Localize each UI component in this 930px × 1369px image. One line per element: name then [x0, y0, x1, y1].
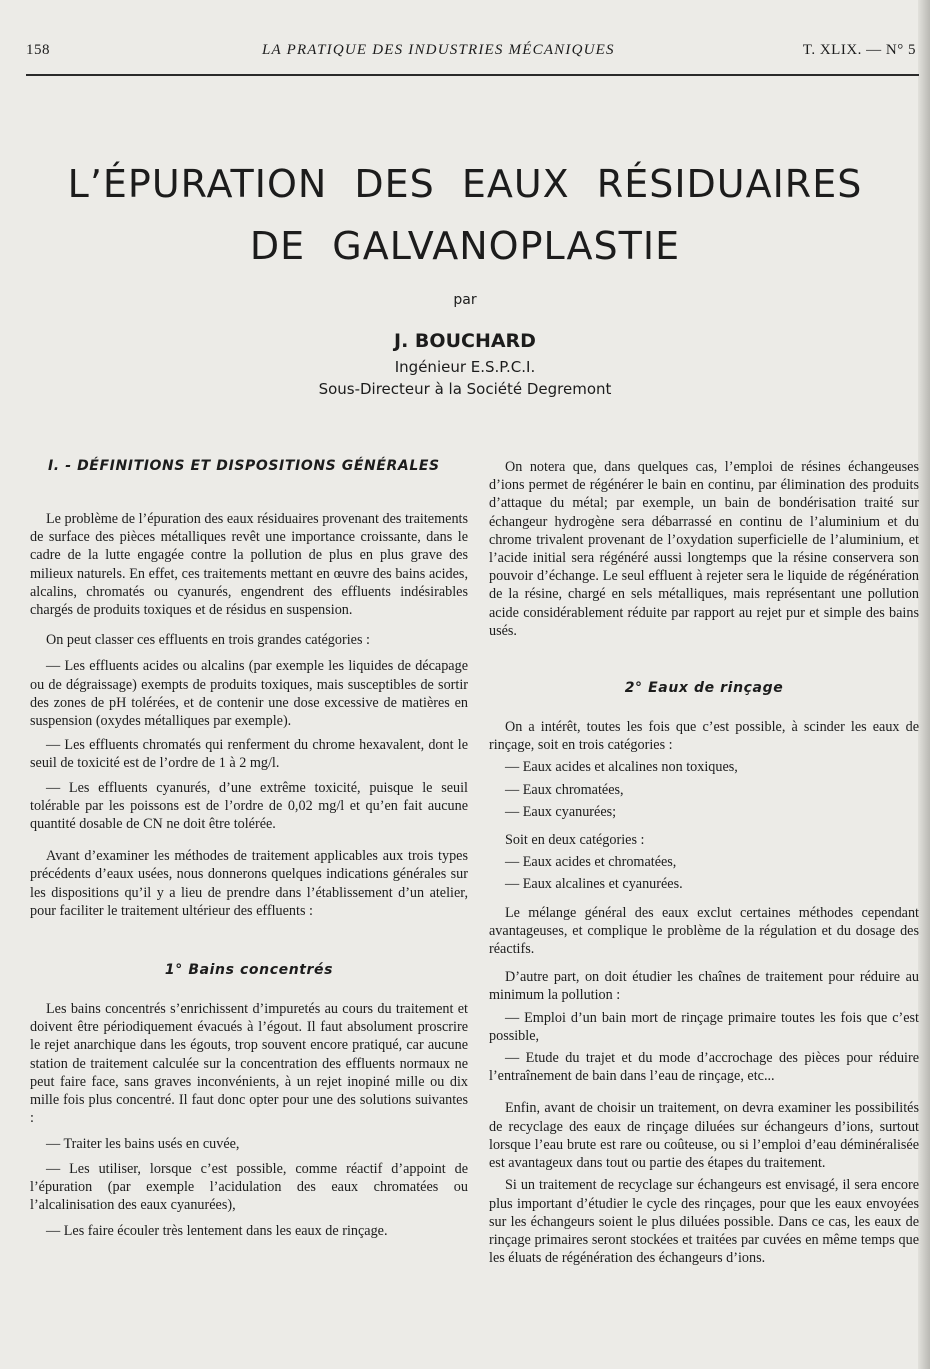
list-item: — Eaux cyanurées;: [505, 803, 617, 820]
byline-par: par: [453, 292, 477, 308]
paragraph: Enfin, avant de choisir un traitement, on devra examiner les possibilités de recyclage des eaux de rinçage diluées sur échangeurs d’ions, surtout lorsque l’eau brute est rare ou coûteuse, ou si l’emploi d’eau déminéralisée est avantageux dans tout ou partie des étapes du traitement.: [489, 1100, 919, 1172]
list-item: — Eaux acides et alcalines non toxiques,: [505, 759, 738, 776]
list-item: — Traiter les bains usés en cuvée,: [46, 1136, 240, 1153]
paragraph: On peut classer ces effluents en trois grandes catégories :: [46, 632, 370, 649]
paragraph: Le problème de l’épuration des eaux résiduaires provenant des traitements de surface des pièces métalliques revêt une importance croissante, dans le cadre de la lutte engagée contre la pollution de plus en plus grave des milieux naturels. En effet, ces traitements mettant en œuvre des bains acides, alcalins, chromatés ou cyanurés, engendrent des effluents indésirables chargés de produits toxiques et de résidus en suspension.: [30, 511, 468, 619]
list-item: — Emploi d’un bain mort de rinçage primaire toutes les fois que c’est possible,: [489, 1009, 919, 1044]
paragraph: Soit en deux catégories :: [505, 832, 645, 849]
paragraph: On notera que, dans quelques cas, l’emploi de résines échangeuses d’ions permet de régénérer le bain en continu, par élimination des produits d’attaque du métal; par exemple, un bain de bondérisation traité sur échangeur hydrogène sera débarrassé en continu de l’aluminium et du chrome trivalent provenant de l’oxydation superficielle de l’aluminium, et l’acide initial sera régénéré aussi longtemps que la résine conservera son pouvoir d’échange. Le seul effluent à rejeter sera le liquide de régénération de la résine, chargé en sels métalliques, mais représentant une pollution acide considérablement réduite par rapport au rejet pur et simple des bains usés.: [489, 459, 919, 639]
list-item: — Eaux chromatées,: [505, 781, 624, 798]
right-column: [489, 458, 919, 1267]
paragraph: Avant d’examiner les méthodes de traitement applicables aux trois types précédents d’eaux usées, nous donnerons quelques indications générales sur les dispositions qu’il y a lieu de prendre dans l’établissement d’un atelier, pour faciliter le traitement ultérieur des effluents :: [30, 848, 468, 919]
list-item: — Etude du trajet et du mode d’accrochage des pièces pour réduire l’entraînement de bain dans l’eau de rinçage, etc...: [489, 1050, 919, 1085]
article-title-line-2: DE GALVANOPLASTIE: [249, 224, 681, 268]
list-item: — Les utiliser, lorsque c’est possible, comme réactif d’appoint de l’épuration (par exemple l’acidulation des eaux chromatées ou l’alcalinisation des eaux cyanurées),: [30, 1160, 468, 1214]
paragraph: On a intérêt, toutes les fois que c’est possible, à scinder les eaux de rinçage, soit en trois catégories :: [489, 719, 919, 754]
author-role-1: Ingénieur E.S.P.C.I.: [394, 358, 536, 376]
volume-number: T. XLIX. — N° 5: [802, 42, 916, 58]
section-heading: I. - DÉFINITIONS ET DISPOSITIONS GÉNÉRALES: [48, 458, 440, 474]
journal-title: LA PRATIQUE DES INDUSTRIES MÉCANIQUES: [262, 42, 615, 58]
left-column: [30, 458, 468, 1241]
paragraph: Si un traitement de recyclage sur échangeurs est envisagé, il sera encore plus important d’étudier le cycle des rinçages, pour que les eaux envoyées sur les échangeurs soient le plus diluées possible. Dans ce cas, les eaux de rinçage primaires seront stockées et traitées par cuvées en même temps que les éluats de régénération des échangeurs d’ions.: [489, 1177, 919, 1267]
author-name: J. BOUCHARD: [394, 330, 536, 352]
page-number: 158: [26, 42, 50, 58]
list-item: — Les effluents cyanurés, d’une extrême toxicité, puisque le seuil tolérable par les poissons est de l’ordre de 0,02 mg/l et qu’en fait aucune quantité dosable de CN ne doit être tolérée.: [30, 779, 468, 833]
list-item: — Les effluents chromatés qui renferment du chrome hexavalent, dont le seuil de toxicité est de l’ordre de 1 à 2 mg/l.: [30, 737, 468, 772]
paragraph: Les bains concentrés s’enrichissent d’impuretés au cours du traitement et doivent être périodiquement évacués à l’égout. Il faut absolument proscrire le rejet anarchique dans les égouts, trop souvent encore pratiqué, car aucune station de traitement calculée sur la concentration des effluents normaux ne peut faire face, sans graves inconvénients, à un rejet inopiné mille ou dix mille fois plus concentré. Il faut donc opter pour une des solutions suivantes :: [30, 1001, 468, 1127]
paragraph: D’autre part, on doit étudier les chaînes de traitement pour réduire au minimum la pollution :: [489, 969, 919, 1004]
list-item: — Eaux acides et chromatées,: [505, 854, 677, 871]
list-item: — Les effluents acides ou alcalins (par exemple les liquides de décapage ou de dégraissage) exempts de produits toxiques, mais susceptibles de sortir des zones de pH tolérées, et de contenir une dose excessive de matières en suspension (oxydes métalliques par exemple).: [30, 658, 468, 730]
subsection-heading: 1° Bains concentrés: [164, 962, 334, 979]
subsection-heading: 2° Eaux de rinçage: [624, 680, 784, 697]
article-title-line-1: L’ÉPURATION DES EAUX RÉSIDUAIRES: [67, 162, 863, 206]
header-rule: [26, 74, 919, 76]
author-role-2: Sous-Directeur à la Société Degremont: [318, 380, 612, 398]
paragraph: Le mélange général des eaux exclut certaines méthodes cependant avantageuses, et complique le problème de la régulation et du dosage des réactifs.: [489, 904, 919, 958]
list-item: — Les faire écouler très lentement dans les eaux de rinçage.: [46, 1223, 388, 1240]
list-item: — Eaux alcalines et cyanurées.: [505, 876, 683, 893]
running-header: [26, 42, 916, 66]
